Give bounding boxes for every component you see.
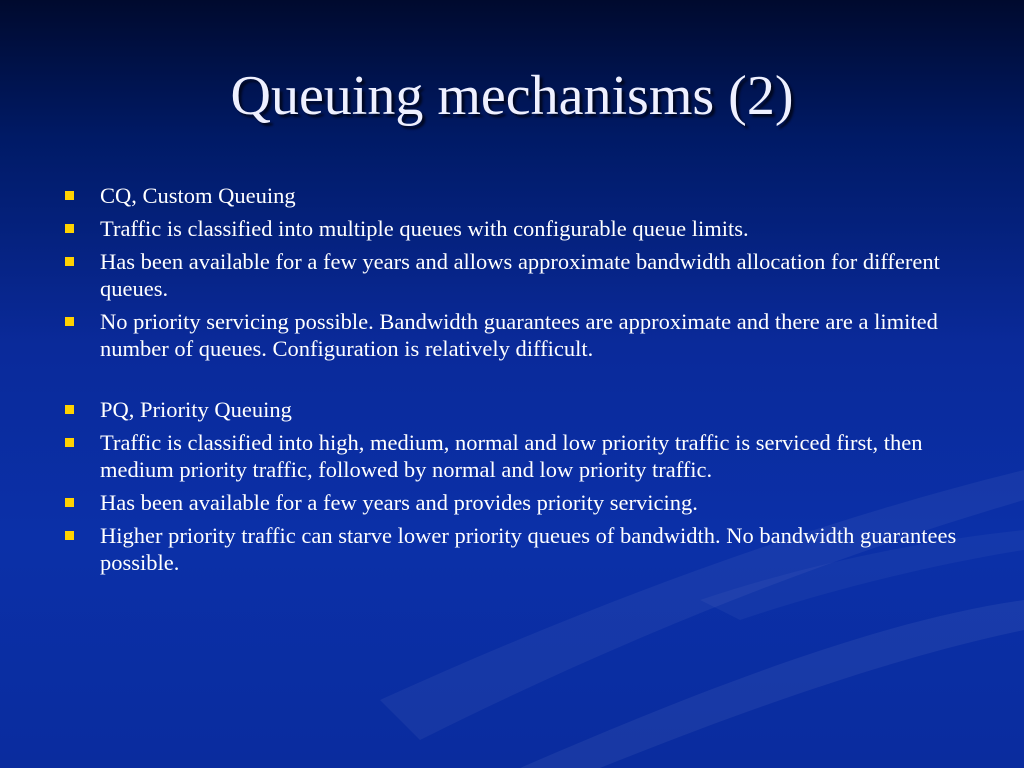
bullet-item: [60, 489, 960, 516]
bullet-list: [60, 182, 960, 582]
square-bullet-icon: [65, 224, 74, 233]
bullet-text: PQ, Priority Queuing: [100, 397, 292, 422]
bullet-text: Traffic is classified into multiple queues with configurable queue limits.: [100, 216, 749, 241]
square-bullet-icon: [65, 317, 74, 326]
bullet-item: [60, 308, 960, 362]
square-bullet-icon: [65, 438, 74, 447]
bullet-text: No priority servicing possible. Bandwidth guarantees are approximate and there are a limited number of queues. Configuration is relatively difficult.: [100, 309, 938, 361]
square-bullet-icon: [65, 498, 74, 507]
bullet-item: [60, 215, 960, 242]
bullet-text: Traffic is classified into high, medium, normal and low priority traffic is serviced first, then medium priority traffic, followed by normal and low priority traffic.: [100, 430, 923, 482]
bullet-item: [60, 248, 960, 302]
square-bullet-icon: [65, 405, 74, 414]
bullet-item: [60, 396, 960, 423]
bullet-text: Has been available for a few years and allows approximate bandwidth allocation for different queues.: [100, 249, 940, 301]
bullet-text: Has been available for a few years and provides priority servicing.: [100, 490, 698, 515]
bullet-item: [60, 182, 960, 209]
slide-title: Queuing mechanisms (2): [230, 65, 794, 127]
square-bullet-icon: [65, 531, 74, 540]
square-bullet-icon: [65, 191, 74, 200]
square-bullet-icon: [65, 257, 74, 266]
bullet-text: CQ, Custom Queuing: [100, 183, 296, 208]
bullet-text: Higher priority traffic can starve lower priority queues of bandwidth. No bandwidth guarantees possible.: [100, 523, 957, 575]
bullet-item: [60, 522, 960, 576]
bullet-item: [60, 429, 960, 483]
